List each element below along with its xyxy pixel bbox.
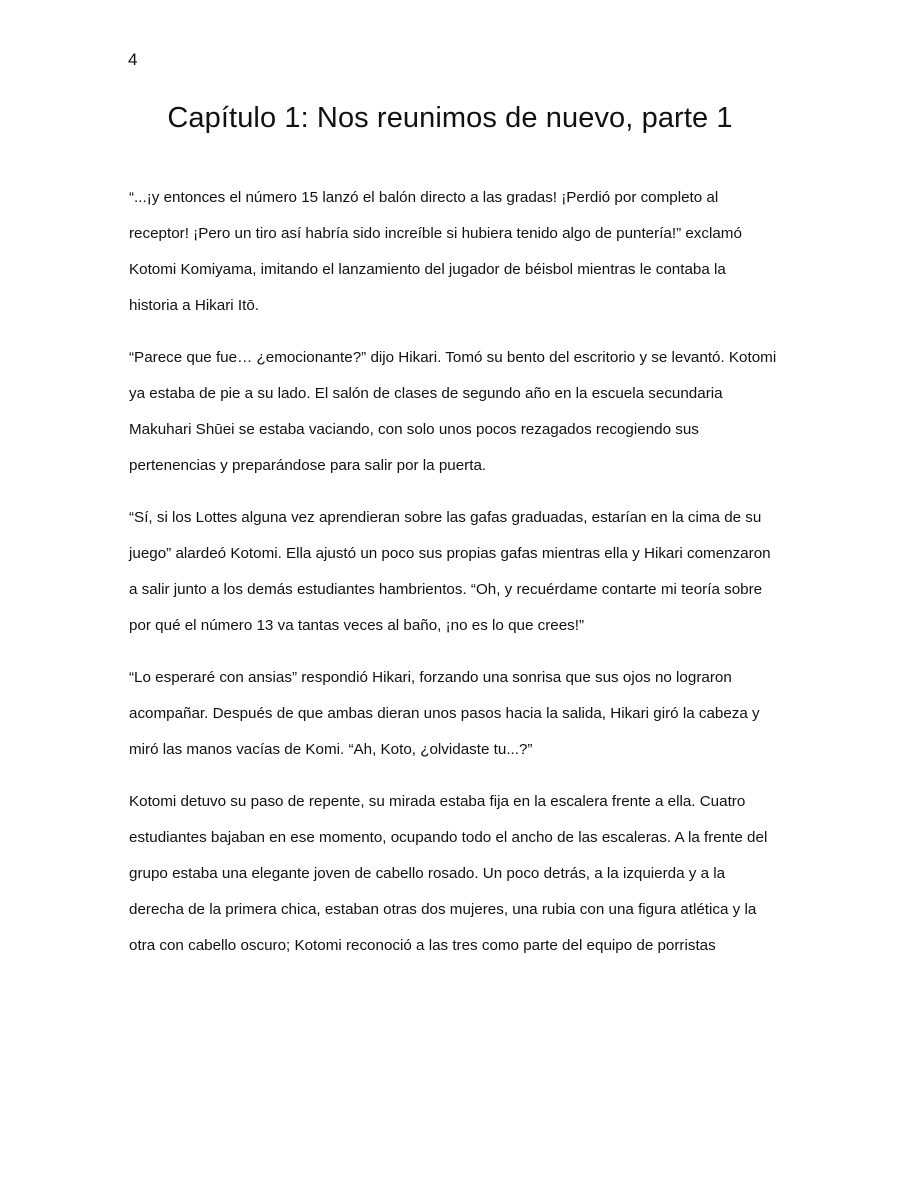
page-number: 4 xyxy=(128,50,138,69)
paragraph: Kotomi detuvo su paso de repente, su mirada estaba fija en la escalera frente a ella. Cuatro estudiantes bajaban en ese momento, ocupando todo el ancho de las escaleras. A la frente del grupo estaba una elegante joven de cabello rosado. Un poco detrás, a la izquierda y a la derecha de la primera chica, estaban otras dos mujeres, una rubia con una figura atlética y la otra con cabello oscuro; Kotomi reconoció a las tres como parte del equipo de porristas xyxy=(129,793,768,954)
body-text xyxy=(129,180,777,980)
paragraph: “Parece que fue… ¿emocionante?” dijo Hikari. Tomó su bento del escritorio y se levantó. Kotomi ya estaba de pie a su lado. El salón de clases de segundo año en la escuela secundaria Makuhari Shūei se estaba vaciando, con solo unos pocos rezagados recogiendo sus pertenencias y preparándose para salir por la puerta. xyxy=(129,349,777,474)
paragraph: “...¡y entonces el número 15 lanzó el balón directo a las gradas! ¡Perdió por completo al receptor! ¡Pero un tiro así habría sido increíble si hubiera tenido algo de puntería!” exclamó Kotomi Komiyama, imitando el lanzamiento del jugador de béisbol mientras le contaba la historia a Hikari Itō. xyxy=(129,189,742,314)
chapter-title: Capítulo 1: Nos reunimos de nuevo, parte 1 xyxy=(167,102,733,134)
paragraph: “Lo esperaré con ansias” respondió Hikari, forzando una sonrisa que sus ojos no lograron acompañar. Después de que ambas dieran unos pasos hacia la salida, Hikari giró la cabeza y miró las manos vacías de Komi. “Ah, Koto, ¿olvidaste tu...?” xyxy=(129,669,760,758)
paragraph: “Sí, si los Lottes alguna vez aprendieran sobre las gafas graduadas, estarían en la cima de su juego” alardeó Kotomi. Ella ajustó un poco sus propias gafas mientras ella y Hikari comenzaron a salir junto a los demás estudiantes hambrientos. “Oh, y recuérdame contarte mi teoría sobre por qué el número 13 va tantas veces al baño, ¡no es lo que crees!” xyxy=(129,509,771,634)
